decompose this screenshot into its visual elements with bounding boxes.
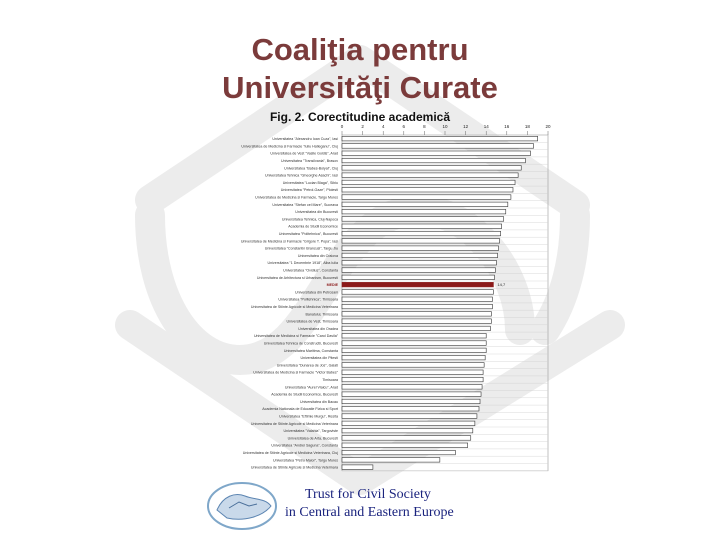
bar [342, 173, 518, 178]
bar [342, 363, 484, 368]
category-label: Universitatea din Petrosani [295, 290, 338, 295]
bar [342, 144, 534, 149]
bar [342, 180, 515, 185]
bar [342, 312, 491, 317]
chart-grid [342, 135, 548, 471]
bar [342, 151, 530, 156]
category-label: Universitatea de Stiinte Agricole si Medicina Veterinara [250, 465, 338, 470]
x-tick-label: 20 [545, 124, 551, 129]
category-label: Universitatea "Ovidius", Constanta [283, 268, 338, 273]
x-tick-label: 0 [340, 124, 344, 129]
data-label: 14,7 [497, 282, 506, 288]
category-label: Universitatea Tehnica "Gheorghe Asachi", Iasi [264, 173, 338, 178]
chart-category-labels [241, 137, 339, 470]
org-name-line1: Trust for Civil Society [305, 487, 431, 502]
page-title-line2: Universităţi Curate [222, 70, 498, 105]
category-label: Universitatea de Medicina si Farmacie "Grigore T. Popa", Iasi [240, 239, 338, 244]
category-label: Universitatea "Alexandru Ioan Cuza", Iasi [272, 137, 338, 142]
bar [342, 370, 483, 375]
category-label: Academia Nationala de Educatie Fizica si Sport [262, 407, 338, 412]
x-tick-label: 2 [361, 124, 364, 129]
category-label: Timisoara [322, 377, 338, 382]
category-label: Universitatea din Oradea [298, 326, 338, 331]
category-label: Universitatea Tehnica, Cluj-Napoca [281, 217, 338, 222]
category-label: Universitatea "Politehnica", Timisoara [278, 297, 338, 302]
category-label: Universitatea de Vest, Timisoara [286, 319, 338, 324]
page-title-line1: Coaliţia pentru [251, 32, 469, 67]
category-label: Universitatea Tehnica de Constructii, Bucuresti [263, 341, 338, 346]
bar [342, 341, 486, 346]
map-logo [205, 478, 280, 533]
category-label: Universitatea din Bucuresti [295, 210, 338, 215]
bar [342, 290, 493, 295]
bar [342, 319, 491, 324]
bar [342, 231, 501, 236]
category-label: Universitatea de Stiinte Agricole si Medicina Veterinara, Cluj [242, 450, 338, 455]
figure-title: Fig. 2. Corectitudine academică [269, 110, 451, 124]
bar [342, 428, 473, 433]
x-tick-label: 16 [504, 124, 510, 129]
bar [342, 333, 486, 338]
bar [342, 268, 495, 273]
bar [342, 443, 468, 448]
category-label: Universitatea de Vest "Vasile Goldis", Arad [270, 151, 338, 156]
x-tick-label: 6 [402, 124, 406, 129]
bar [342, 399, 480, 404]
category-label: Universitatea "Babes-Bolyai", Cluj [284, 166, 338, 171]
category-label: Universitatea "Stefan cel Mare", Suceava [272, 202, 338, 207]
bar [342, 202, 508, 207]
bar-average [342, 282, 493, 287]
category-label: Universitatea din Craiova [297, 253, 338, 258]
category-label: Banatului, Timisoara [305, 312, 338, 317]
bar [342, 458, 440, 463]
category-label: Universitatea Maritima, Constanta [283, 348, 338, 353]
bar [342, 406, 479, 411]
bar [342, 217, 504, 222]
bar [342, 450, 455, 455]
bar [342, 465, 373, 470]
bar [342, 385, 482, 390]
category-label-average: MEDIE [326, 283, 338, 288]
category-label: Universitatea "1 Decembrie 1918", Alba Iulia [267, 261, 338, 266]
category-label: Universitatea "Aurel Vlaicu", Arad [284, 385, 338, 390]
bar [342, 436, 471, 441]
category-label: Universitatea "Valahia", Targoviste [283, 429, 338, 434]
bar [342, 275, 494, 280]
bar [342, 326, 490, 331]
category-label: Universitatea de Medicina si Farmacie "Carol Davila" [253, 334, 338, 339]
category-label: Universitatea "Transilvania", Brasov [281, 158, 338, 163]
org-name-line2: in Central and Eastern Europe [285, 505, 454, 520]
bar [342, 166, 521, 171]
bar [342, 355, 485, 360]
bar [342, 260, 497, 265]
category-label: Universitatea "Dunarea de Jos", Galati [276, 363, 338, 368]
category-label: Universitatea de Stiinte Agricole si Medicina Veterinara [250, 421, 338, 426]
chart-x-ticks [341, 124, 551, 135]
bar [342, 158, 525, 163]
category-label: Academia de Studii Economice, Bucuresti [271, 392, 338, 397]
category-label: Universitatea din Pitesti [300, 356, 338, 361]
bar [342, 421, 475, 426]
bar [342, 304, 492, 309]
bar [342, 348, 486, 353]
category-label: Universitatea de Arhitectura si Urbanism, Bucuresti [256, 275, 338, 280]
category-label: Universitatea de Stiinte Agricole si Medicina Veterinara [250, 304, 338, 309]
x-tick-label: 12 [463, 124, 469, 129]
category-label: Universitatea de Medicina si Farmacie "Iuliu Hatieganu", Cluj [241, 144, 338, 149]
category-label: Universitatea "Politehnica", Bucuresti [278, 231, 338, 236]
category-label: Universitatea "Constantin Brancusi", Targu Jiu [264, 246, 338, 251]
x-tick-label: 10 [442, 124, 448, 129]
category-label: Universitatea de Medicina si Farmacie "Victor Babes" [253, 370, 338, 375]
category-label: Universitatea "Lucian Blaga", Sibiu [282, 180, 338, 185]
category-label: Universitatea "Petrol-Gaze", Ploiesti [280, 188, 338, 193]
x-tick-label: 18 [524, 124, 530, 129]
bar [342, 239, 500, 244]
bar [342, 246, 499, 251]
category-label: Universitatea de Arta, Bucuresti [287, 436, 338, 441]
category-label: Universitatea "Andrei Saguna", Constanta [271, 443, 338, 448]
category-label: Universitatea din Bacau [300, 399, 338, 404]
chart-data-labels [497, 282, 506, 287]
bar [342, 224, 502, 229]
bar [342, 377, 483, 382]
x-tick-label: 8 [423, 124, 426, 129]
bar [342, 392, 481, 397]
bar [342, 253, 498, 258]
bar [342, 187, 513, 192]
x-tick-label: 4 [381, 124, 385, 129]
bar [342, 209, 506, 214]
bar [342, 414, 477, 419]
x-tick-label: 14 [483, 124, 489, 129]
category-label: Universitatea de Medicina si Farmacie, Targu Mures [255, 195, 338, 200]
bar [342, 297, 492, 302]
bar [342, 195, 511, 200]
category-label: Academia de Studii Economice [288, 224, 338, 229]
category-label: Universitatea "Eftimie Murgu", Resita [279, 414, 338, 419]
category-label: Universitatea "Petru Maior", Targu Mures [272, 458, 338, 463]
bar-chart [0, 120, 720, 480]
bar [342, 136, 538, 141]
